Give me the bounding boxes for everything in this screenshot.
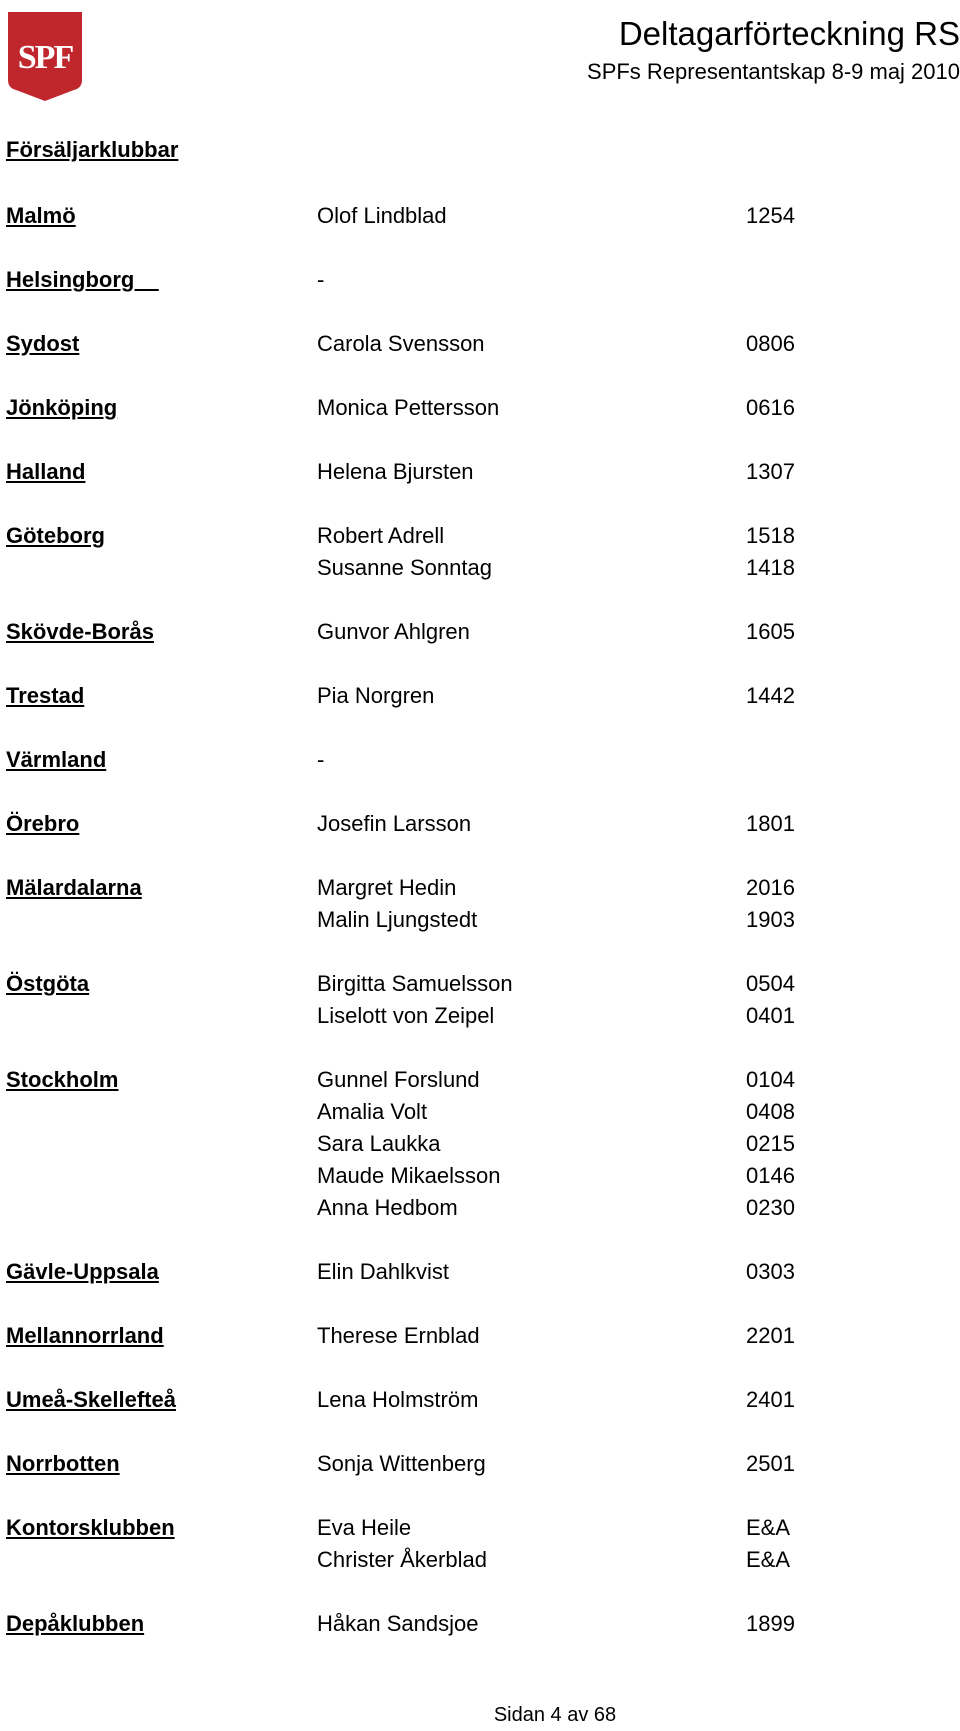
club-name: Umeå-Skellefteå [6,1387,176,1412]
club-entry [6,744,836,776]
participant-row [317,1000,836,1032]
participant-code: 1903 [746,907,795,932]
participant-name: Gunnel Forslund [317,1067,480,1092]
participant-row [317,1064,836,1096]
participant-list [317,872,836,936]
participant-name: Eva Heile [317,1515,412,1540]
participant-row [317,1608,836,1640]
participant-row [317,744,836,776]
club-entry [6,328,836,360]
participant-list [317,680,836,712]
participant-code: E&A [746,1515,791,1540]
club-name: Göteborg [6,523,105,548]
participant-row [317,200,836,232]
participant-row [317,1512,836,1544]
participant-row [317,1160,836,1192]
participant-name: Pia Norgren [317,683,435,708]
participant-list [317,520,836,584]
participant-name: Helena Bjursten [317,459,474,484]
participant-name: Maude Mikaelsson [317,1163,501,1188]
club-name: Skövde-Borås [6,619,154,644]
page-number: Sidan 4 av 68 [493,1704,617,1726]
participant-name: Olof Lindblad [317,203,447,228]
club-name: Örebro [6,811,80,836]
participant-list [317,1064,836,1224]
participant-name: Carola Svensson [317,331,485,356]
participant-code: 0303 [746,1259,795,1284]
spf-logo [6,10,84,103]
participant-code: 0104 [746,1067,795,1092]
club-name: Norrbotten [6,1451,120,1476]
participant-code: 2201 [746,1323,795,1348]
participant-row [317,392,836,424]
participant-name: - [317,747,325,772]
participant-row [317,264,836,296]
participant-list [317,328,836,360]
club-name: Halland [6,459,86,484]
participant-code: 0146 [746,1163,795,1188]
participant-name: Sara Laukka [317,1131,441,1156]
participant-code: 0215 [746,1131,795,1156]
participant-code: 1899 [746,1611,795,1636]
participant-code: 1442 [746,683,795,708]
club-entry [6,968,836,1032]
club-name: Depåklubben [6,1611,145,1636]
participant-code: 2016 [746,875,795,900]
participant-code: 2501 [746,1451,795,1476]
club-entry [6,520,836,584]
participant-list [317,1448,836,1480]
participant-row [317,968,836,1000]
participant-code [746,264,836,296]
participant-code: 0616 [746,395,795,420]
club-entry [6,616,836,648]
participant-code: 1605 [746,619,795,644]
participant-row [317,904,836,936]
club-name: Värmland [6,747,107,772]
participant-name: Elin Dahlkvist [317,1259,450,1284]
club-entry [6,808,836,840]
club-name: Stockholm [6,1067,119,1092]
participant-name: Josefin Larsson [317,811,472,836]
club-entry [6,1064,836,1224]
participant-name: Anna Hedbom [317,1195,458,1220]
club-name: Östgöta [6,971,90,996]
club-name: Gävle-Uppsala [6,1259,159,1284]
participant-code: 1518 [746,523,795,548]
club-name: Mellannorrland [6,1323,164,1348]
participant-row [317,1320,836,1352]
participant-code: 0230 [746,1195,795,1220]
participant-list [317,456,836,488]
participant-list [317,392,836,424]
participant-row [317,552,836,584]
participant-row [317,1128,836,1160]
participant-list [317,1512,836,1576]
participant-row [317,1256,836,1288]
club-name: Jönköping [6,395,118,420]
club-entry [6,1512,836,1576]
participant-list [317,808,836,840]
participant-row [317,872,836,904]
participant-name: Margret Hedin [317,875,457,900]
club-entry [6,1256,836,1288]
club-list [6,200,836,1672]
header [360,14,960,86]
participant-row [317,1192,836,1224]
participant-row [317,1096,836,1128]
participant-name: Therese Ernblad [317,1323,480,1348]
participant-code: E&A [746,1547,791,1572]
participant-code: 1801 [746,811,795,836]
participant-name: - [317,267,325,292]
document-subtitle: SPFs Representantskap 8-9 maj 2010 [587,59,960,84]
participant-row [317,680,836,712]
participant-code: 2401 [746,1387,795,1412]
participant-list [317,264,836,296]
participant-row [317,808,836,840]
participant-code: 0806 [746,331,795,356]
participant-name: Robert Adrell [317,523,445,548]
club-name: Trestad [6,683,85,708]
participant-name: Amalia Volt [317,1099,428,1124]
participant-list [317,1608,836,1640]
participant-code: 1307 [746,459,795,484]
participant-name: Gunvor Ahlgren [317,619,470,644]
participant-code: 1418 [746,555,795,580]
club-entry [6,1384,836,1416]
participant-name: Håkan Sandsjoe [317,1611,479,1636]
club-name: Kontorsklubben [6,1515,175,1540]
participant-code [746,744,836,776]
club-entry [6,1320,836,1352]
participant-name: Birgitta Samuelsson [317,971,513,996]
participant-code: 0401 [746,1003,795,1028]
participant-row [317,1448,836,1480]
participant-name: Susanne Sonntag [317,555,492,580]
club-entry [6,264,836,296]
club-entry [6,872,836,936]
participant-row [317,1384,836,1416]
participant-list [317,1256,836,1288]
participant-row [317,328,836,360]
participant-list [317,200,836,232]
participant-name: Sonja Wittenberg [317,1451,486,1476]
document-title: Deltagarförteckning RS [618,15,960,52]
club-entry [6,680,836,712]
participant-name: Liselott von Zeipel [317,1003,495,1028]
club-entry [6,1608,836,1640]
participant-code: 1254 [746,203,795,228]
section-title: Försäljarklubbar [6,137,179,162]
club-name: Sydost [6,331,80,356]
participant-list [317,744,836,776]
logo-text: SPF [17,39,73,76]
club-entry [6,392,836,424]
club-entry [6,456,836,488]
participant-code: 0504 [746,971,795,996]
participant-name: Lena Holmström [317,1387,479,1412]
participant-row [317,1544,836,1576]
participant-list [317,616,836,648]
club-entry [6,200,836,232]
participant-code: 0408 [746,1099,795,1124]
participant-list [317,1320,836,1352]
participant-list [317,968,836,1032]
club-name: Malmö [6,203,76,228]
participant-name: Christer Åkerblad [317,1547,487,1572]
participant-name: Malin Ljungstedt [317,907,478,932]
club-name: Helsingborg [6,267,159,292]
participant-list [317,1384,836,1416]
club-entry [6,1448,836,1480]
participant-row [317,456,836,488]
participant-name: Monica Pettersson [317,395,500,420]
participant-row [317,520,836,552]
participant-row [317,616,836,648]
club-name: Mälardalarna [6,875,142,900]
